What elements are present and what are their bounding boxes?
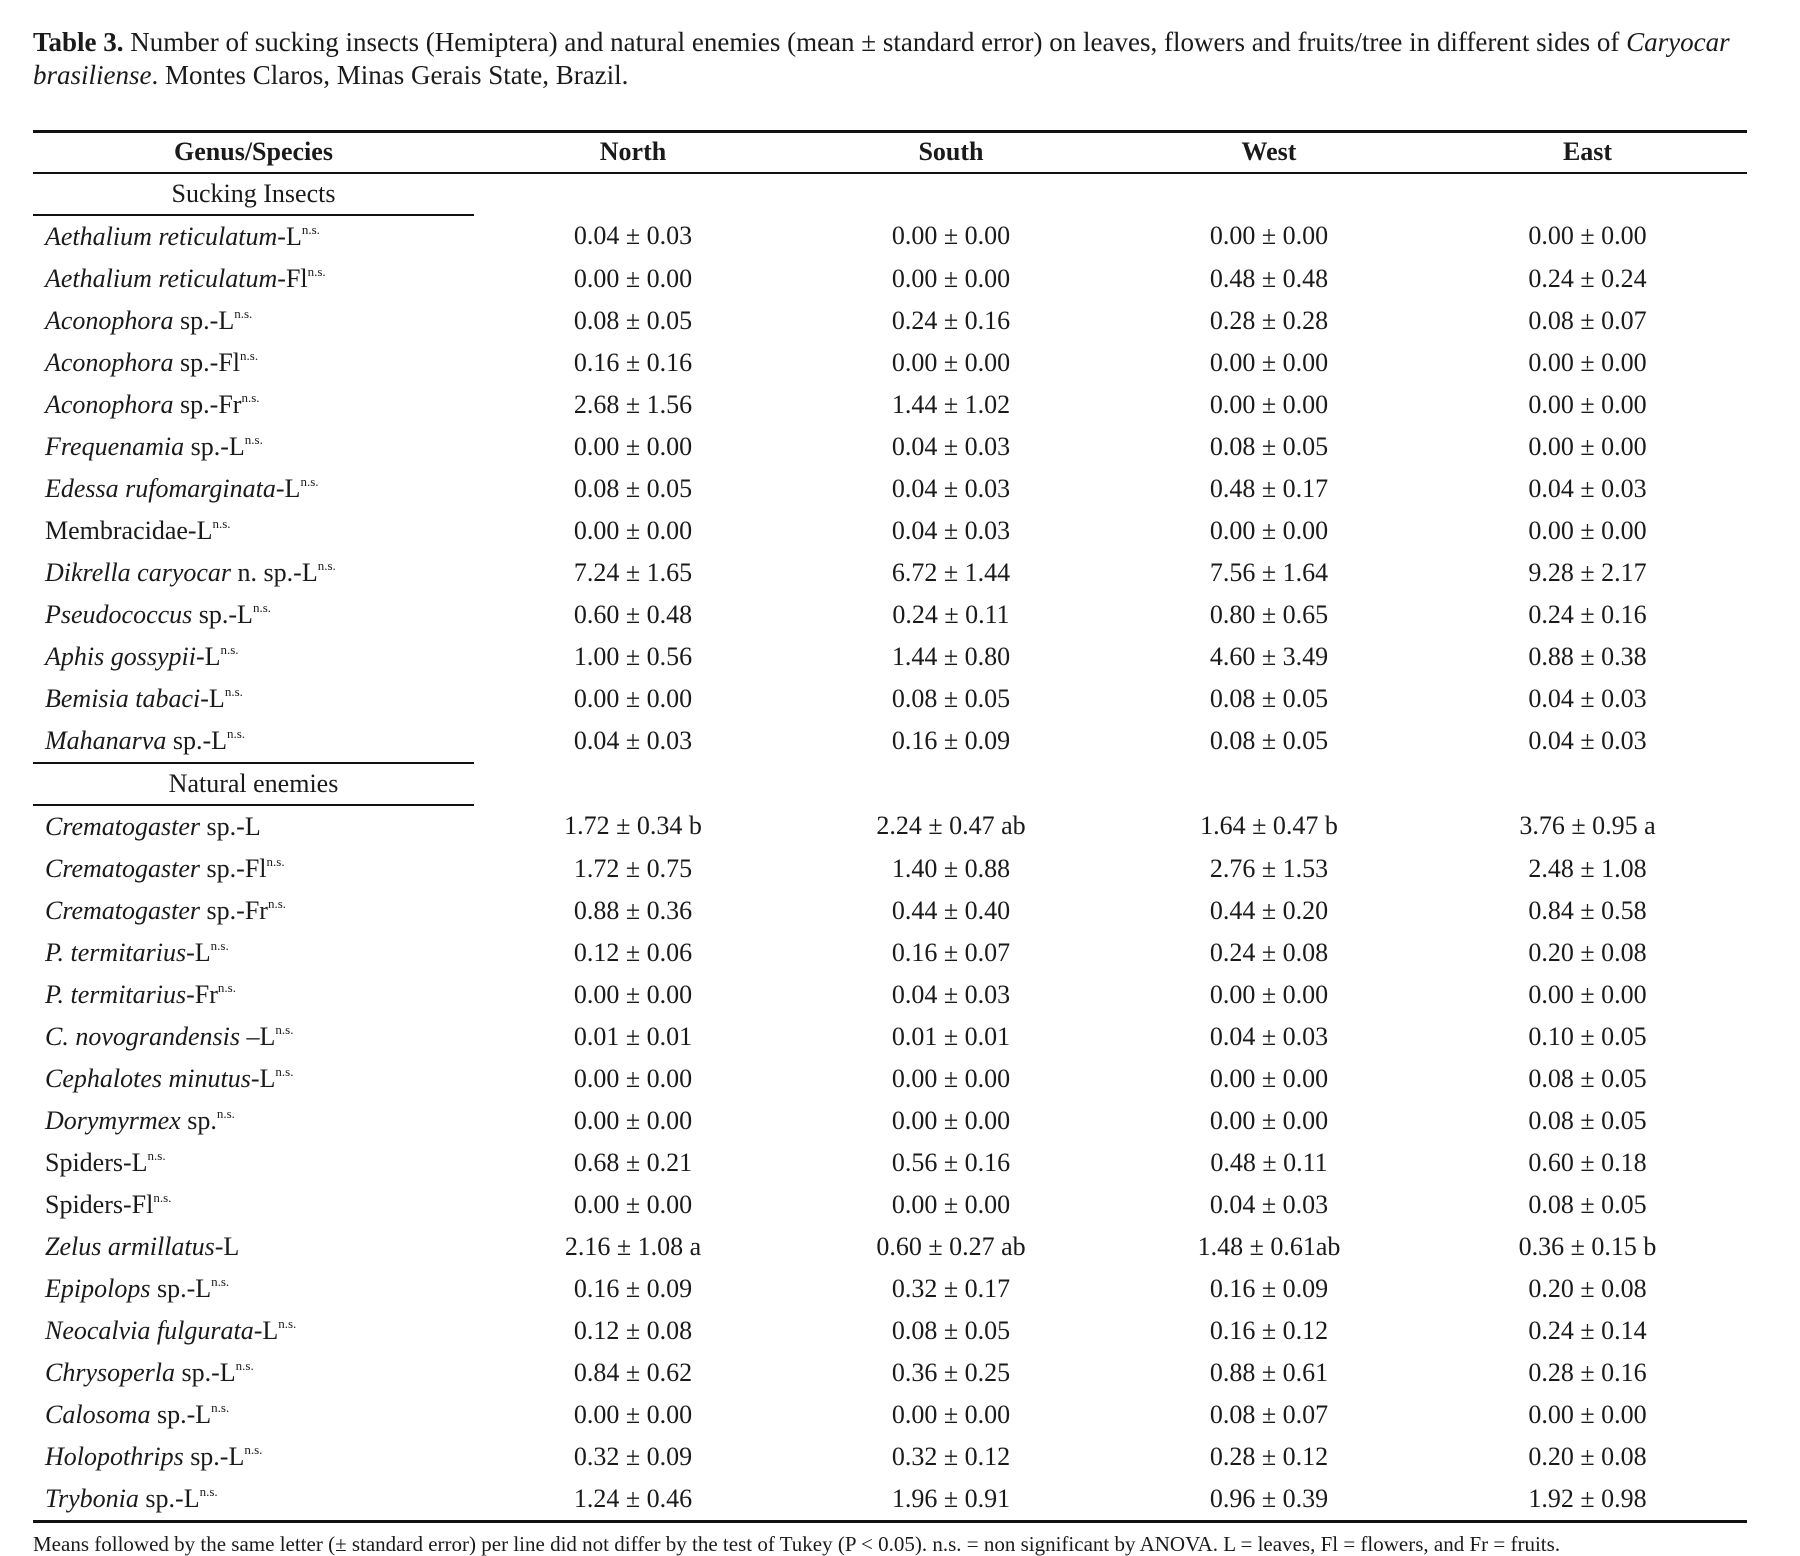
value-cell: 0.00 ± 0.00 bbox=[573, 1399, 693, 1429]
value-cell: 0.60 ± 0.27 ab bbox=[876, 1231, 1026, 1261]
value-cell: 0.00 ± 0.00 bbox=[1528, 515, 1647, 545]
value-cell: 0.00 ± 0.00 bbox=[1528, 389, 1647, 419]
value-cell: 0.08 ± 0.05 bbox=[1209, 431, 1329, 461]
table-row bbox=[33, 342, 1747, 384]
species-cell bbox=[33, 720, 474, 763]
species-italic: Aconophora bbox=[45, 347, 174, 377]
species-italic: Calosoma bbox=[45, 1399, 151, 1429]
value-cell: 0.36 ± 0.25 bbox=[891, 1357, 1011, 1387]
value-cell: 1.72 ± 0.75 bbox=[573, 853, 693, 883]
value-cell: 0.00 ± 0.00 bbox=[891, 1399, 1011, 1429]
species-cell bbox=[33, 552, 474, 594]
value-cell: 0.68 ± 0.21 bbox=[573, 1147, 693, 1177]
value-cell: 0.16 ± 0.07 bbox=[891, 937, 1011, 967]
species-italic: Holopothrips bbox=[45, 1441, 184, 1471]
species-cell bbox=[33, 1058, 474, 1100]
significance-mark: n.s. bbox=[240, 347, 259, 363]
value-cell: 1.96 ± 0.91 bbox=[792, 1478, 1110, 1522]
value-cell: 0.08 ± 0.05 bbox=[1209, 683, 1329, 713]
species-suffix: -L bbox=[250, 1063, 276, 1093]
value-cell: 0.24 ± 0.16 bbox=[891, 305, 1011, 335]
table-footnote: Means followed by the same letter (± standard error) per line did not differ by the test of Tukey (P < 0.05). n.s. = non significant by ANOVA. L = leaves, Fl = flowers, and Fr = fruits. bbox=[33, 1532, 1561, 1556]
value-cell: 0.88 ± 0.38 bbox=[1528, 641, 1647, 671]
species-italic: Crematogaster bbox=[45, 811, 201, 841]
value-cell: 0.08 ± 0.05 bbox=[573, 305, 693, 335]
species-italic: Pseudococcus bbox=[45, 599, 193, 629]
species-italic: Edessa rufomarginata bbox=[45, 473, 276, 503]
table-row bbox=[33, 890, 1747, 932]
species-suffix: Spiders-L bbox=[45, 1147, 148, 1177]
species-italic: Trybonia bbox=[45, 1483, 139, 1513]
value-cell: 1.48 ± 0.61ab bbox=[1197, 1231, 1341, 1261]
significance-mark: n.s. bbox=[211, 1273, 230, 1289]
species-suffix: –L bbox=[240, 1021, 276, 1051]
species-suffix: sp. bbox=[180, 1105, 217, 1135]
value-cell: 1.44 ± 1.02 bbox=[891, 389, 1011, 419]
table-row bbox=[33, 848, 1747, 890]
section-title: Natural enemies bbox=[33, 763, 474, 805]
table-row bbox=[33, 720, 1747, 763]
section-spacer bbox=[474, 173, 1747, 215]
value-cell: 0.00 ± 0.00 bbox=[1209, 515, 1329, 545]
table-row bbox=[33, 974, 1747, 1016]
value-cell: 2.48 ± 1.08 bbox=[1528, 853, 1647, 883]
significance-mark: n.s. bbox=[278, 1315, 297, 1331]
species-cell bbox=[33, 932, 474, 974]
species-italic: Aethalium reticulatum bbox=[45, 263, 278, 293]
significance-mark: n.s. bbox=[267, 895, 287, 911]
species-cell bbox=[33, 215, 474, 258]
species-italic: Zelus armillatus bbox=[45, 1231, 215, 1261]
value-cell: 0.04 ± 0.03 bbox=[573, 726, 693, 755]
value-cell: 7.24 ± 1.65 bbox=[573, 557, 693, 587]
value-cell: 0.16 ± 0.09 bbox=[573, 1273, 693, 1303]
table-row bbox=[33, 1268, 1747, 1310]
value-cell: 0.48 ± 0.11 bbox=[1210, 1147, 1328, 1177]
value-cell: 0.00 ± 0.00 bbox=[573, 431, 693, 461]
value-cell: 2.68 ± 1.56 bbox=[573, 389, 693, 419]
species-suffix: sp.-L bbox=[200, 811, 261, 841]
significance-mark: n.s. bbox=[153, 1189, 172, 1205]
value-cell: 0.04 ± 0.03 bbox=[891, 473, 1011, 503]
species-cell bbox=[33, 636, 474, 678]
species-suffix: Spiders-Fl bbox=[45, 1189, 154, 1219]
significance-mark: n.s. bbox=[301, 221, 320, 237]
value-cell: 0.00 ± 0.00 bbox=[1528, 431, 1647, 461]
significance-mark: n.s. bbox=[275, 1063, 294, 1079]
value-cell: 0.00 ± 0.00 bbox=[1528, 979, 1647, 1009]
value-cell: 2.24 ± 0.47 ab bbox=[876, 811, 1026, 840]
value-cell: 0.32 ± 0.09 bbox=[573, 1441, 693, 1471]
table-row bbox=[33, 1142, 1747, 1184]
species-italic: P. termitarius bbox=[45, 979, 187, 1009]
value-cell: 0.08 ± 0.05 bbox=[1528, 1063, 1647, 1093]
header-north: North bbox=[474, 132, 792, 173]
species-suffix: -L bbox=[186, 937, 211, 967]
species-cell bbox=[33, 594, 474, 636]
significance-mark: n.s. bbox=[235, 1357, 254, 1373]
species-italic: P. termitarius bbox=[45, 937, 187, 967]
header-east: East bbox=[1428, 132, 1747, 173]
table-row bbox=[33, 1184, 1747, 1226]
significance-mark: n.s. bbox=[211, 1399, 230, 1415]
species-suffix: -L bbox=[275, 473, 301, 503]
value-cell: 2.76 ± 1.53 bbox=[1209, 853, 1329, 883]
value-cell: 0.01 ± 0.01 bbox=[891, 1021, 1011, 1051]
significance-mark: n.s. bbox=[216, 1105, 235, 1121]
value-cell: 0.88 ± 0.36 bbox=[573, 895, 693, 925]
significance-mark: n.s. bbox=[244, 431, 263, 447]
table-row bbox=[33, 636, 1747, 678]
species-suffix: Membracidae-L bbox=[45, 515, 213, 545]
value-cell: 0.01 ± 0.01 bbox=[573, 1021, 693, 1051]
species-cell bbox=[33, 1142, 474, 1184]
value-cell: 0.08 ± 0.07 bbox=[1528, 305, 1647, 335]
significance-mark: n.s. bbox=[224, 683, 243, 699]
species-cell bbox=[33, 1184, 474, 1226]
value-cell: 0.00 ± 0.00 bbox=[1528, 1399, 1647, 1429]
table-row bbox=[33, 468, 1747, 510]
value-cell: 0.00 ± 0.00 bbox=[891, 1105, 1011, 1135]
table-row bbox=[33, 594, 1747, 636]
section-row bbox=[33, 763, 1747, 805]
species-suffix: sp.-L bbox=[150, 1399, 212, 1429]
species-suffix: sp.-Fr bbox=[200, 895, 268, 925]
species-suffix: sp.-Fl bbox=[200, 853, 267, 883]
species-italic: Aethalium reticulatum bbox=[45, 221, 278, 251]
value-cell: 0.24 ± 0.16 bbox=[1528, 599, 1647, 629]
header-genus: Genus/Species bbox=[33, 132, 474, 173]
species-suffix: n. sp.-L bbox=[231, 557, 318, 587]
species-italic: Chrysoperla bbox=[45, 1357, 175, 1387]
value-cell: 0.00 ± 0.00 bbox=[1528, 221, 1647, 250]
value-cell: 0.04 ± 0.03 bbox=[1528, 473, 1647, 503]
value-cell: 1.44 ± 0.80 bbox=[891, 641, 1011, 671]
species-suffix: sp.-L bbox=[150, 1273, 212, 1303]
significance-mark: n.s. bbox=[317, 557, 336, 573]
value-cell: 1.72 ± 0.34 b bbox=[564, 811, 702, 840]
species-suffix: -L bbox=[200, 683, 225, 713]
value-cell: 1.00 ± 0.56 bbox=[573, 641, 693, 671]
species-cell bbox=[33, 468, 474, 510]
value-cell: 0.04 ± 0.03 bbox=[1209, 1021, 1329, 1051]
value-cell: 0.00 ± 0.00 bbox=[573, 1189, 693, 1219]
value-cell: 0.08 ± 0.05 bbox=[1528, 1189, 1647, 1219]
table-row bbox=[33, 1436, 1747, 1478]
value-cell: 6.72 ± 1.44 bbox=[891, 557, 1011, 587]
value-cell: 0.16 ± 0.09 bbox=[891, 726, 1011, 755]
header-row bbox=[33, 132, 1747, 173]
header-west: West bbox=[1110, 132, 1428, 173]
species-suffix: -L bbox=[195, 641, 221, 671]
table-row bbox=[33, 300, 1747, 342]
value-cell: 9.28 ± 2.17 bbox=[1528, 557, 1647, 587]
value-cell: 0.44 ± 0.40 bbox=[891, 895, 1011, 925]
value-cell: 0.00 ± 0.00 bbox=[1209, 347, 1329, 377]
significance-mark: n.s. bbox=[227, 725, 246, 741]
species-italic: Aconophora bbox=[45, 389, 174, 419]
value-cell: 1.40 ± 0.88 bbox=[891, 853, 1011, 883]
species-cell bbox=[33, 510, 474, 552]
table-row bbox=[33, 258, 1747, 300]
significance-mark: n.s. bbox=[307, 263, 326, 279]
caption-text: Number of sucking insects (Hemiptera) and natural enemies (mean ± standard error) on leaves, flowers and fruits/tree in different sides of bbox=[123, 27, 1627, 57]
species-italic: Frequenamia bbox=[45, 431, 185, 461]
section-title: Sucking Insects bbox=[33, 173, 474, 215]
species-italic: Crematogaster bbox=[45, 853, 201, 883]
significance-mark: n.s. bbox=[275, 1021, 294, 1037]
table-row bbox=[33, 552, 1747, 594]
table-row bbox=[33, 215, 1747, 258]
species-suffix: -Fr bbox=[186, 979, 218, 1009]
species-suffix: -Fl bbox=[277, 263, 308, 293]
value-cell: 0.44 ± 0.20 bbox=[1209, 895, 1329, 925]
species-suffix: sp.-L bbox=[192, 599, 253, 629]
species-cell bbox=[33, 1016, 474, 1058]
species-suffix: sp.-Fl bbox=[173, 347, 241, 377]
value-cell: 0.10 ± 0.05 bbox=[1528, 1021, 1647, 1051]
table-row bbox=[33, 426, 1747, 468]
value-cell: 2.16 ± 1.08 a bbox=[564, 1231, 702, 1261]
species-italic: Bemisia tabaci bbox=[45, 683, 201, 713]
value-cell: 0.08 ± 0.07 bbox=[1209, 1399, 1329, 1429]
significance-mark: n.s. bbox=[266, 853, 285, 869]
species-cell bbox=[33, 258, 474, 300]
value-cell: 3.76 ± 0.95 a bbox=[1519, 811, 1656, 840]
value-cell: 0.48 ± 0.48 bbox=[1209, 263, 1329, 293]
value-cell: 0.24 ± 0.08 bbox=[1209, 937, 1329, 967]
section-row bbox=[33, 173, 1747, 215]
value-cell: 0.20 ± 0.08 bbox=[1528, 1273, 1647, 1303]
value-cell: 0.28 ± 0.12 bbox=[1209, 1441, 1329, 1471]
value-cell: 0.00 ± 0.00 bbox=[891, 1189, 1011, 1219]
species-italic: Cephalotes minutus bbox=[45, 1063, 251, 1093]
value-cell: 0.08 ± 0.05 bbox=[573, 473, 693, 503]
value-cell: 0.48 ± 0.17 bbox=[1209, 473, 1329, 503]
value-cell: 0.04 ± 0.03 bbox=[891, 515, 1011, 545]
table-row bbox=[33, 1478, 1747, 1522]
value-cell: 0.84 ± 0.58 bbox=[1528, 895, 1647, 925]
significance-mark: n.s. bbox=[234, 305, 253, 321]
species-suffix: sp.-L bbox=[183, 1441, 245, 1471]
species-cell bbox=[33, 848, 474, 890]
value-cell: 0.00 ± 0.00 bbox=[891, 263, 1011, 293]
species-cell bbox=[33, 300, 474, 342]
value-cell: 0.04 ± 0.03 bbox=[1209, 1189, 1329, 1219]
value-cell: 0.00 ± 0.00 bbox=[1209, 221, 1329, 250]
species-suffix: -L bbox=[214, 1231, 240, 1261]
value-cell: 1.24 ± 0.46 bbox=[474, 1478, 792, 1522]
value-cell: 0.12 ± 0.08 bbox=[573, 1315, 693, 1345]
significance-mark: n.s. bbox=[252, 599, 272, 615]
significance-mark: n.s. bbox=[199, 1483, 218, 1499]
species-italic: Crematogaster bbox=[45, 895, 201, 925]
species-cell bbox=[33, 1268, 474, 1310]
significance-mark: n.s. bbox=[217, 979, 236, 995]
value-cell: 0.36 ± 0.15 b bbox=[1518, 1231, 1657, 1261]
significance-mark: n.s. bbox=[212, 515, 231, 531]
value-cell: 0.20 ± 0.08 bbox=[1528, 937, 1647, 967]
header-south: South bbox=[792, 132, 1110, 173]
species-cell bbox=[33, 1310, 474, 1352]
significance-mark: n.s. bbox=[220, 641, 239, 657]
value-cell: 0.60 ± 0.48 bbox=[573, 599, 693, 629]
value-cell: 0.80 ± 0.65 bbox=[1209, 599, 1329, 629]
value-cell: 0.08 ± 0.05 bbox=[891, 1315, 1011, 1345]
table-row bbox=[33, 1058, 1747, 1100]
caption-tail: . Montes Claros, Minas Gerais State, Brazil. bbox=[151, 60, 629, 90]
value-cell: 1.64 ± 0.47 b bbox=[1200, 811, 1338, 840]
species-suffix: sp.-L bbox=[173, 305, 235, 335]
table-row bbox=[33, 1016, 1747, 1058]
significance-mark: n.s. bbox=[244, 1441, 263, 1457]
species-suffix: sp.-L bbox=[184, 431, 245, 461]
value-cell: 0.08 ± 0.05 bbox=[891, 683, 1011, 713]
species-cell bbox=[33, 426, 474, 468]
species-italic: Dorymyrmex bbox=[45, 1105, 181, 1135]
species-italic: Dikrella caryocar bbox=[45, 557, 232, 587]
value-cell: 0.04 ± 0.03 bbox=[891, 979, 1011, 1009]
species-cell bbox=[33, 384, 474, 426]
value-cell: 0.16 ± 0.09 bbox=[1209, 1273, 1329, 1303]
value-cell: 0.88 ± 0.61 bbox=[1209, 1357, 1329, 1387]
species-cell bbox=[33, 678, 474, 720]
section-spacer bbox=[474, 763, 1747, 805]
species-suffix: -L bbox=[253, 1315, 279, 1345]
caption-species: Caryocar brasiliense bbox=[33, 27, 1730, 90]
value-cell: 0.04 ± 0.03 bbox=[891, 431, 1011, 461]
species-italic: Aphis gossypii bbox=[45, 641, 196, 671]
significance-mark: n.s. bbox=[241, 389, 260, 405]
value-cell: 1.92 ± 0.98 bbox=[1428, 1478, 1747, 1522]
value-cell: 0.00 ± 0.00 bbox=[573, 1105, 693, 1135]
value-cell: 0.00 ± 0.00 bbox=[1209, 1105, 1329, 1135]
value-cell: 0.56 ± 0.16 bbox=[891, 1147, 1011, 1177]
value-cell: 0.00 ± 0.00 bbox=[1528, 347, 1647, 377]
value-cell: 0.32 ± 0.17 bbox=[891, 1273, 1011, 1303]
value-cell: 0.32 ± 0.12 bbox=[891, 1441, 1011, 1471]
species-cell bbox=[33, 890, 474, 932]
value-cell: 0.12 ± 0.06 bbox=[573, 937, 693, 967]
value-cell: 0.00 ± 0.00 bbox=[573, 979, 693, 1009]
data-table bbox=[33, 130, 1747, 1523]
value-cell: 0.04 ± 0.03 bbox=[1528, 726, 1647, 755]
species-cell bbox=[33, 805, 474, 848]
value-cell: 0.08 ± 0.05 bbox=[1528, 1105, 1647, 1135]
value-cell: 0.28 ± 0.28 bbox=[1209, 305, 1329, 335]
species-cell bbox=[33, 1352, 474, 1394]
species-suffix: sp.-L bbox=[138, 1483, 200, 1513]
value-cell: 7.56 ± 1.64 bbox=[1209, 557, 1329, 587]
table-row bbox=[33, 678, 1747, 720]
species-italic: Aconophora bbox=[45, 305, 174, 335]
value-cell: 0.24 ± 0.14 bbox=[1528, 1315, 1647, 1345]
value-cell: 0.16 ± 0.12 bbox=[1209, 1315, 1329, 1345]
value-cell: 0.00 ± 0.00 bbox=[1209, 389, 1329, 419]
value-cell: 0.00 ± 0.00 bbox=[891, 1063, 1011, 1093]
table-caption bbox=[33, 26, 1753, 92]
value-cell: 0.04 ± 0.03 bbox=[1528, 683, 1647, 713]
significance-mark: n.s. bbox=[147, 1147, 166, 1163]
caption-label: Table 3. bbox=[33, 27, 124, 57]
value-cell: 0.00 ± 0.00 bbox=[1209, 1063, 1329, 1093]
value-cell: 0.60 ± 0.18 bbox=[1528, 1147, 1647, 1177]
table-row bbox=[33, 1352, 1747, 1394]
table-row bbox=[33, 1394, 1747, 1436]
species-cell bbox=[33, 1436, 474, 1478]
value-cell: 0.20 ± 0.08 bbox=[1528, 1441, 1647, 1471]
value-cell: 0.28 ± 0.16 bbox=[1528, 1357, 1647, 1387]
species-italic: Epipolops bbox=[45, 1273, 151, 1303]
species-suffix: sp.-Fr bbox=[173, 389, 242, 419]
value-cell: 0.00 ± 0.00 bbox=[573, 683, 693, 713]
value-cell: 0.04 ± 0.03 bbox=[573, 221, 693, 250]
value-cell: 0.24 ± 0.24 bbox=[1528, 263, 1647, 293]
species-suffix: sp.-L bbox=[166, 725, 227, 755]
table-row bbox=[33, 384, 1747, 426]
table-body bbox=[33, 173, 1747, 1522]
table-row bbox=[33, 1100, 1747, 1142]
species-cell bbox=[33, 1478, 474, 1522]
value-cell: 0.00 ± 0.00 bbox=[573, 1063, 693, 1093]
species-cell bbox=[33, 974, 474, 1016]
species-suffix: -L bbox=[277, 221, 302, 251]
value-cell: 0.96 ± 0.39 bbox=[1110, 1478, 1428, 1522]
value-cell: 0.16 ± 0.16 bbox=[573, 347, 693, 377]
species-italic: Neocalvia fulgurata bbox=[45, 1315, 254, 1345]
value-cell: 0.00 ± 0.00 bbox=[573, 263, 693, 293]
species-italic: Mahanarva bbox=[45, 725, 167, 755]
significance-mark: n.s. bbox=[210, 937, 229, 953]
species-suffix: sp.-L bbox=[175, 1357, 236, 1387]
species-cell bbox=[33, 1100, 474, 1142]
table-row bbox=[33, 1226, 1747, 1268]
table-row bbox=[33, 510, 1747, 552]
value-cell: 0.00 ± 0.00 bbox=[1209, 979, 1329, 1009]
table-row bbox=[33, 1310, 1747, 1352]
value-cell: 0.00 ± 0.00 bbox=[891, 347, 1011, 377]
value-cell: 0.08 ± 0.05 bbox=[1209, 726, 1329, 755]
value-cell: 0.00 ± 0.00 bbox=[573, 515, 693, 545]
species-italic: C. novograndensis bbox=[45, 1021, 240, 1051]
value-cell: 0.00 ± 0.00 bbox=[891, 221, 1011, 250]
value-cell: 0.84 ± 0.62 bbox=[573, 1357, 693, 1387]
species-cell bbox=[33, 1394, 474, 1436]
value-cell: 0.24 ± 0.11 bbox=[892, 599, 1010, 629]
species-cell bbox=[33, 342, 474, 384]
table-row bbox=[33, 932, 1747, 974]
value-cell: 4.60 ± 3.49 bbox=[1209, 641, 1329, 671]
species-cell bbox=[33, 1226, 474, 1268]
significance-mark: n.s. bbox=[300, 473, 319, 489]
table-row bbox=[33, 805, 1747, 848]
